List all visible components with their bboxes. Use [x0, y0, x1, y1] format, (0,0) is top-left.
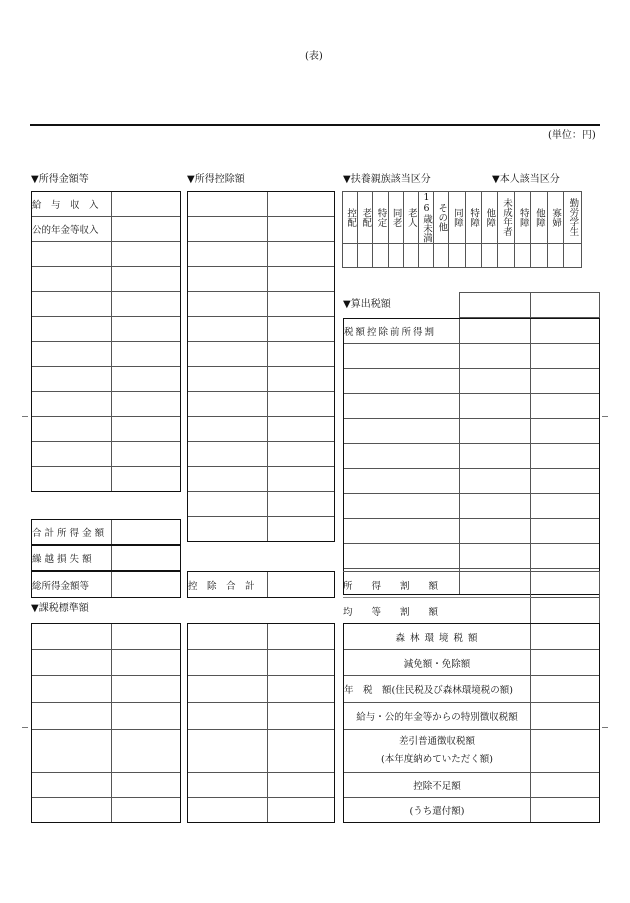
- margin-tick: [22, 416, 28, 417]
- deduction-value-cell[interactable]: [268, 292, 335, 317]
- deduction-value-cell[interactable]: [268, 392, 335, 417]
- deduction-value-cell[interactable]: [268, 342, 335, 367]
- deduction-value-cell[interactable]: [268, 317, 335, 342]
- self-header-cell: 未成年者: [501, 198, 512, 237]
- forest-tax-value[interactable]: [531, 624, 600, 650]
- section-deduction: ▼所得控除額: [187, 174, 245, 185]
- dependents-value-row: [343, 243, 582, 267]
- taxable-item-cell[interactable]: [188, 730, 268, 773]
- dep-value-cell[interactable]: [465, 243, 481, 267]
- self-header-cell: 寡婦: [550, 207, 562, 227]
- taxable-item-cell[interactable]: [32, 703, 112, 730]
- margin-tick: [602, 727, 608, 728]
- tax-value-cell[interactable]: [531, 444, 600, 469]
- exemption-value[interactable]: [531, 650, 600, 676]
- self-value-cell[interactable]: [531, 243, 547, 267]
- tax-value-cell[interactable]: [531, 544, 600, 569]
- income-blank-cell: [32, 392, 112, 417]
- taxable-value-cell[interactable]: [112, 650, 181, 676]
- taxable-value-cell[interactable]: [268, 676, 335, 703]
- tax-value-cell[interactable]: [531, 469, 600, 494]
- income-value-cell[interactable]: [112, 442, 181, 467]
- refund-label: (うち還付額): [344, 798, 531, 823]
- tax-value-cell[interactable]: [531, 419, 600, 444]
- carry-loss-table: [31, 545, 181, 571]
- tax-value-cell[interactable]: [460, 319, 531, 344]
- exemption-label: 減免額・免除額: [344, 650, 531, 676]
- deduction-item-cell[interactable]: [188, 367, 268, 392]
- tax-value-cell[interactable]: [531, 344, 600, 369]
- taxable-value-cell[interactable]: [112, 798, 181, 823]
- deduction-value-cell[interactable]: [268, 517, 335, 542]
- self-value-cell[interactable]: [497, 243, 514, 267]
- dependents-header-row: [343, 192, 582, 244]
- carry-loss-label: 繰 越 損 失 額: [32, 546, 112, 571]
- income-label-pension: 公的年金等収入: [32, 217, 112, 242]
- self-header-cell: 特障: [517, 207, 529, 227]
- income-table: [31, 191, 181, 492]
- dep-value-cell[interactable]: [373, 243, 388, 267]
- income-blank-cell: [32, 442, 112, 467]
- section-dependents: ▼扶養親族該当区分: [343, 174, 431, 185]
- ordinary-tax-value[interactable]: [531, 730, 600, 773]
- dep-value-cell[interactable]: [481, 243, 497, 267]
- tax-item-cell[interactable]: [344, 544, 460, 569]
- taxable-value-cell[interactable]: [112, 703, 181, 730]
- deduction-item-cell[interactable]: [188, 342, 268, 367]
- dep-header-cell: 同障: [451, 207, 463, 227]
- ordinary-tax-cell: [344, 730, 531, 773]
- taxable-item-cell[interactable]: [32, 676, 112, 703]
- deduction-item-cell[interactable]: [188, 417, 268, 442]
- tax-item-cell[interactable]: [344, 519, 460, 544]
- deduction-value-cell[interactable]: [268, 267, 335, 292]
- tax-item-cell[interactable]: [344, 469, 460, 494]
- income-value-cell[interactable]: [112, 192, 181, 217]
- gross-total-label: 総所得金額等: [32, 572, 112, 598]
- taxable-value-cell[interactable]: [268, 650, 335, 676]
- taxable-value-cell[interactable]: [268, 798, 335, 823]
- total-income-label: 合 計 所 得 金 額: [32, 520, 112, 545]
- pre-deduction-label: 税額控除前所得割: [344, 319, 460, 344]
- deduction-item-cell[interactable]: [188, 242, 268, 267]
- deduction-value-cell[interactable]: [268, 467, 335, 492]
- dep-value-cell[interactable]: [358, 243, 373, 267]
- tax-value-cell[interactable]: [531, 494, 600, 519]
- taxable-value-cell[interactable]: [112, 773, 181, 798]
- tax-value-cell[interactable]: [531, 369, 600, 394]
- deduction-value-cell[interactable]: [268, 217, 335, 242]
- dep-value-cell[interactable]: [449, 243, 465, 267]
- margin-tick: [602, 416, 608, 417]
- taxable-value-cell[interactable]: [268, 703, 335, 730]
- deduction-value-cell[interactable]: [268, 492, 335, 517]
- tax-value-cell[interactable]: [460, 344, 531, 369]
- taxable-item-cell[interactable]: [188, 650, 268, 676]
- income-value-cell[interactable]: [112, 467, 181, 492]
- deduction-item-cell[interactable]: [188, 392, 268, 417]
- income-levy-value[interactable]: [530, 572, 599, 598]
- taxable-item-cell[interactable]: [188, 798, 268, 823]
- withholding-value[interactable]: [531, 703, 600, 730]
- section-taxable: ▼課税標準額: [31, 603, 89, 614]
- deduction-value-cell[interactable]: [268, 367, 335, 392]
- refund-value[interactable]: [531, 798, 600, 823]
- taxable-item-cell[interactable]: [32, 798, 112, 823]
- per-capita-value[interactable]: [530, 598, 599, 624]
- income-blank-cell: [32, 342, 112, 367]
- tax-item-cell[interactable]: [344, 494, 460, 519]
- taxable-table-2: [187, 623, 335, 823]
- taxable-value-cell[interactable]: [112, 624, 181, 650]
- tax-item-cell[interactable]: [344, 419, 460, 444]
- tax-value-cell[interactable]: [460, 469, 531, 494]
- deduction-item-cell[interactable]: [188, 317, 268, 342]
- tax-item-cell[interactable]: [344, 444, 460, 469]
- income-blank-cell: [32, 417, 112, 442]
- deduction-item-cell[interactable]: [188, 467, 268, 492]
- dep-value-cell[interactable]: [434, 243, 449, 267]
- section-self: ▼本人該当区分: [492, 174, 560, 185]
- dep-header-cell: 老人: [405, 207, 417, 227]
- ordinary-tax-label: 差引普通徴収税額: [398, 735, 475, 747]
- section-income: ▼所得金額等: [31, 174, 89, 185]
- taxable-item-cell[interactable]: [188, 676, 268, 703]
- deduction-value-cell[interactable]: [268, 442, 335, 467]
- income-value-cell[interactable]: [112, 342, 181, 367]
- ordinary-tax-sublabel: (本年度納めていただく額): [381, 754, 493, 765]
- income-value-cell[interactable]: [112, 417, 181, 442]
- income-value-cell[interactable]: [112, 392, 181, 417]
- income-value-cell[interactable]: [112, 292, 181, 317]
- tax-header-cell: [531, 293, 600, 318]
- tax-value-cell[interactable]: [460, 494, 531, 519]
- taxable-value-cell[interactable]: [112, 676, 181, 703]
- taxable-item-cell[interactable]: [188, 773, 268, 798]
- taxable-item-cell[interactable]: [32, 730, 112, 773]
- taxable-value-cell[interactable]: [268, 730, 335, 773]
- income-blank-cell: [32, 292, 112, 317]
- dep-header-cell: 16歳未満: [421, 192, 433, 243]
- taxable-value-cell[interactable]: [268, 624, 335, 650]
- tax-value-cell[interactable]: [460, 519, 531, 544]
- taxable-value-cell[interactable]: [268, 773, 335, 798]
- taxable-item-cell[interactable]: [32, 773, 112, 798]
- income-total-table: [31, 519, 181, 545]
- self-value-cell[interactable]: [563, 243, 581, 267]
- deduction-item-cell[interactable]: [188, 292, 268, 317]
- deduction-item-cell[interactable]: [188, 442, 268, 467]
- income-value-cell[interactable]: [112, 317, 181, 342]
- carry-loss-value[interactable]: [112, 546, 181, 571]
- levy-table: [343, 571, 600, 624]
- tax-header-cell: [460, 293, 531, 318]
- income-blank-cell: [32, 242, 112, 267]
- tax-value-cell[interactable]: [531, 519, 600, 544]
- tax-value-cell[interactable]: [460, 419, 531, 444]
- self-header-cell: 勤労学生: [567, 198, 579, 237]
- tax-value-cell[interactable]: [460, 369, 531, 394]
- deduction-item-cell[interactable]: [188, 267, 268, 292]
- tax-summary-table: [343, 623, 600, 823]
- deduction-table: [187, 191, 335, 542]
- tax-value-cell[interactable]: [531, 319, 600, 344]
- tax-calc-header-table: [459, 292, 600, 318]
- deduction-item-cell[interactable]: [188, 517, 268, 542]
- tax-item-cell[interactable]: [344, 344, 460, 369]
- header-rule: [30, 124, 600, 126]
- per-capita-label: 均 等 割 額: [343, 598, 530, 624]
- section-tax-calc: ▼算出税額: [343, 299, 391, 310]
- withholding-label: 給与・公的年金等からの特別徴収税額: [344, 703, 531, 730]
- income-blank-cell: [32, 317, 112, 342]
- taxable-item-cell[interactable]: [188, 624, 268, 650]
- income-value-cell[interactable]: [112, 217, 181, 242]
- gross-total-table: [31, 571, 181, 598]
- dep-value-cell[interactable]: [388, 243, 403, 267]
- deduction-total-value[interactable]: [268, 572, 335, 598]
- gross-total-value[interactable]: [112, 572, 181, 598]
- shortfall-label: 控除不足額: [344, 773, 531, 798]
- tax-item-cell[interactable]: [344, 369, 460, 394]
- taxable-item-cell[interactable]: [32, 624, 112, 650]
- self-value-cell[interactable]: [515, 243, 531, 267]
- taxable-table: [31, 623, 181, 823]
- deduction-value-cell[interactable]: [268, 417, 335, 442]
- deduction-item-cell[interactable]: [188, 492, 268, 517]
- deduction-value-cell[interactable]: [268, 242, 335, 267]
- income-blank-cell: [32, 367, 112, 392]
- dep-header-cell: 老配: [360, 207, 372, 227]
- deduction-value-cell[interactable]: [268, 192, 335, 217]
- self-value-cell[interactable]: [547, 243, 563, 267]
- dep-header-cell: その他: [436, 203, 448, 232]
- dep-header-cell: 同老: [390, 207, 402, 227]
- dep-value-cell[interactable]: [418, 243, 433, 267]
- income-levy-label: 所 得 割 額: [343, 572, 530, 598]
- dependents-table: [342, 191, 582, 268]
- income-label-salary: 給 与 収 入: [32, 192, 112, 217]
- dep-header-cell: 特定: [375, 207, 387, 227]
- dep-header-cell: 特障: [468, 207, 480, 227]
- income-blank-cell: [32, 467, 112, 492]
- dep-header-cell: 他障: [484, 207, 496, 227]
- taxable-value-cell[interactable]: [112, 730, 181, 773]
- unit-label: (単位：円): [548, 130, 596, 141]
- tax-item-cell[interactable]: [344, 394, 460, 419]
- self-header-cell: 他障: [533, 207, 545, 227]
- deduction-item-cell[interactable]: [188, 217, 268, 242]
- forest-tax-label: 森 林 環 境 税 額: [344, 624, 531, 650]
- shortfall-value[interactable]: [531, 773, 600, 798]
- dep-value-cell[interactable]: [343, 243, 358, 267]
- page-side-label: (表): [305, 51, 323, 62]
- annual-tax-value[interactable]: [531, 676, 600, 703]
- deduction-total-table: [187, 571, 335, 598]
- taxable-item-cell[interactable]: [188, 703, 268, 730]
- tax-value-cell[interactable]: [460, 444, 531, 469]
- tax-value-cell[interactable]: [460, 394, 531, 419]
- dep-value-cell[interactable]: [403, 243, 418, 267]
- income-value-cell[interactable]: [112, 242, 181, 267]
- taxable-item-cell[interactable]: [32, 650, 112, 676]
- income-blank-cell: [32, 267, 112, 292]
- income-value-cell[interactable]: [112, 267, 181, 292]
- margin-tick: [22, 727, 28, 728]
- income-value-cell[interactable]: [112, 367, 181, 392]
- deduction-item-cell[interactable]: [188, 192, 268, 217]
- tax-calc-table: [343, 318, 600, 595]
- total-income-value[interactable]: [112, 520, 181, 545]
- tax-value-cell[interactable]: [531, 394, 600, 419]
- tax-value-cell[interactable]: [460, 544, 531, 569]
- deduction-total-label: 控 除 合 計: [188, 572, 268, 598]
- dep-header-cell: 控配: [345, 207, 357, 227]
- annual-tax-label: 年 税 額(住民税及び森林環境税の額): [344, 676, 531, 703]
